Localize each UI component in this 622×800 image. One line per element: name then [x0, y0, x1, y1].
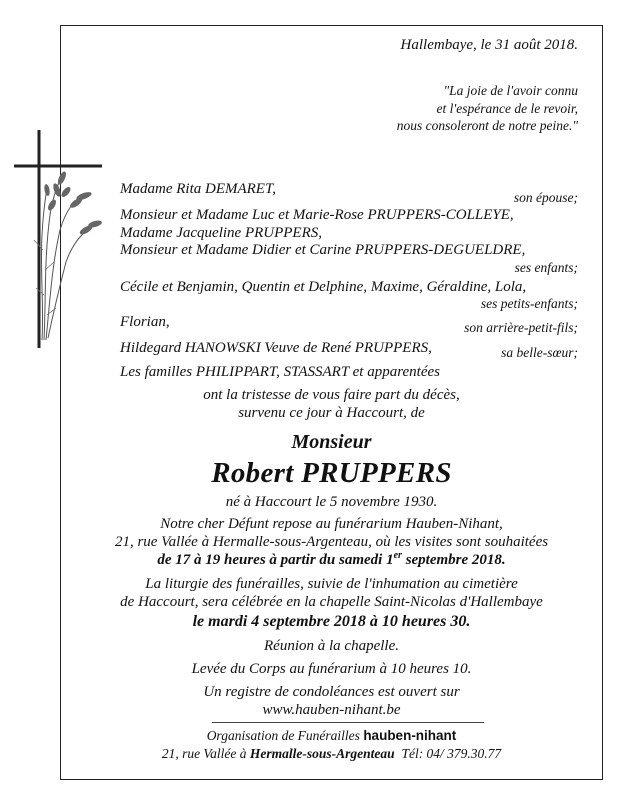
child-name: Monsieur et Madame Luc et Marie-Rose PRUPPERS-COLLEYE,	[120, 207, 514, 223]
address-town: Hermalle-sous-Argenteau	[249, 746, 395, 761]
visitation-time-main: de 17 à 19 heures à partir du samedi 1	[157, 552, 394, 568]
great-grandchild-role: son arrière-petit-fils;	[464, 320, 578, 335]
registry-line: Un registre de condoléances est ouvert sur	[203, 684, 460, 700]
spouse-role: son épouse;	[513, 190, 578, 205]
departure-line: Levée du Corps au funérarium à 10 heures 10.	[191, 661, 472, 677]
visitation-time-end: septembre 2018.	[401, 552, 506, 568]
visitation-line: Notre cher Défunt repose au funérarium Hauben-Nihant,	[160, 516, 503, 532]
quote-line: et l'espérance de le revoir,	[436, 100, 578, 116]
sister-in-law-role: sa belle-sœur;	[501, 345, 578, 360]
child-name: Monsieur et Madame Didier et Carine PRUPPERS-DEGUELDRE,	[120, 242, 526, 258]
deceased-name: Robert PRUPPERS	[211, 457, 452, 489]
great-grandchild-name: Florian,	[120, 314, 170, 330]
grandchildren-names: Cécile et Benjamin, Quentin et Delphine, Maxime, Géraldine, Lola,	[120, 279, 527, 295]
grandchildren-role: ses petits-enfants;	[480, 296, 578, 311]
quote-block	[397, 82, 578, 135]
announcement-line: ont la tristesse de vous faire part du décès,	[203, 387, 460, 403]
children-role: ses enfants;	[514, 260, 578, 275]
meeting-line: Réunion à la chapelle.	[264, 638, 399, 654]
quote-line: nous consoleront de notre peine."	[396, 118, 578, 134]
deceased-title: Monsieur	[291, 431, 372, 453]
liturgy-line: La liturgie des funérailles, suivie de l'inhumation au cimetière	[145, 576, 518, 592]
registry-website[interactable]: www.hauben-nihant.be	[262, 702, 401, 718]
brand-name: hauben-nihant	[363, 728, 457, 743]
visitation-line: 21, rue Vallée à Hermalle-sous-Argenteau, où les visites sont souhaitées	[114, 534, 549, 550]
place-date: Hallembaye, le 31 août 2018.	[400, 37, 578, 53]
families-line: Les familles PHILIPPART, STASSART et apparentées	[120, 364, 440, 380]
announcement-line: survenu ce jour à Haccourt, de	[238, 405, 425, 421]
liturgy-line: de Haccourt, sera célébrée en la chapelle Saint-Nicolas d'Hallembaye	[120, 594, 543, 610]
child-name: Madame Jacqueline PRUPPERS,	[120, 225, 323, 241]
address-prefix: 21, rue Vallée à	[161, 746, 250, 761]
liturgy-datetime: le mardi 4 septembre 2018 à 10 heures 30.	[192, 613, 471, 630]
quote-line: "La joie de l'avoir connu	[443, 83, 578, 98]
organisation-label: Organisation de Funérailles	[206, 728, 364, 743]
visitation-time-sup: er	[393, 550, 402, 561]
footer-divider	[212, 722, 484, 723]
footer-organisation	[60, 728, 603, 744]
phone-number: Tél: 04/ 379.30.77	[401, 746, 502, 761]
visitation-time	[60, 552, 603, 569]
spouse-name: Madame Rita DEMARET,	[120, 181, 276, 197]
footer-address	[60, 746, 603, 762]
birth-line: né à Haccourt le 5 novembre 1930.	[225, 494, 438, 510]
sister-in-law-name: Hildegard HANOWSKI Veuve de René PRUPPERS,	[120, 340, 432, 356]
